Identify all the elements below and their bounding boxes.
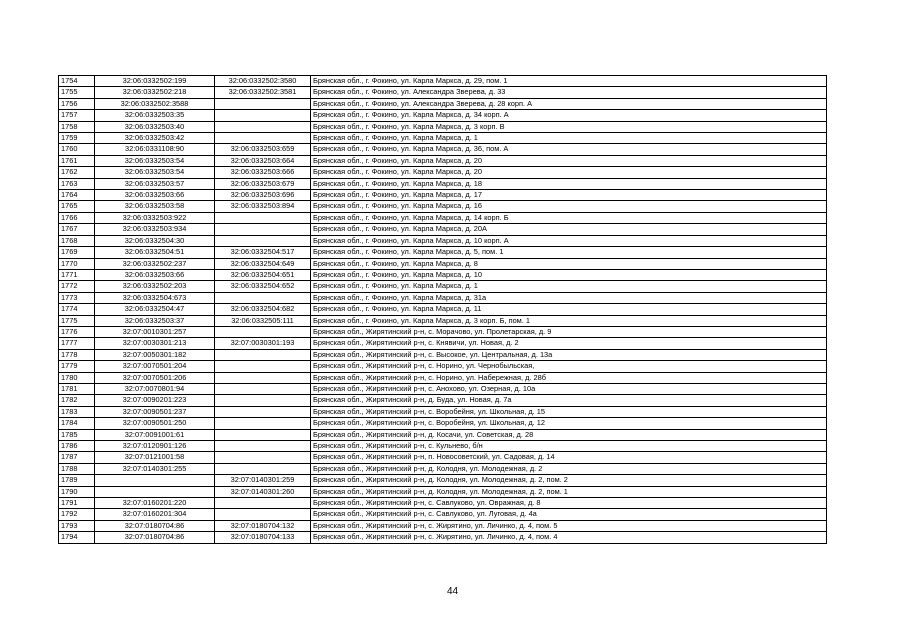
table-row — [59, 383, 827, 394]
object-cadastral-number-cell — [215, 441, 311, 452]
object-cadastral-number-cell — [215, 98, 311, 109]
table-row — [59, 144, 827, 155]
row-number-cell: 1769 — [59, 247, 95, 258]
address-cell: Брянская обл., г. Фокино, ул. Карла Маркса, д. 3 корп. Б, пом. 1 — [311, 315, 827, 326]
object-cadastral-number-cell: 32:07:0030301:193 — [215, 338, 311, 349]
address-cell: Брянская обл., Жирятинский р-н, с. Кульнево, б/н — [311, 441, 827, 452]
table-row — [59, 463, 827, 474]
row-number-cell: 1779 — [59, 361, 95, 372]
address-cell: Брянская обл., г. Фокино, ул. Карла Маркса, д. 34 корп. А — [311, 110, 827, 121]
cadastral-number-cell: 32:06:0332503:35 — [95, 110, 215, 121]
object-cadastral-number-cell: 32:07:0140301:259 — [215, 475, 311, 486]
row-number-cell: 1764 — [59, 190, 95, 201]
row-number-cell: 1774 — [59, 304, 95, 315]
cadastral-number-cell: 32:06:0332503:58 — [95, 201, 215, 212]
address-cell: Брянская обл., г. Фокино, ул. Карла Маркса, д. 14 корп. Б — [311, 212, 827, 223]
address-cell: Брянская обл., Жирятинский р-н, д. Колодня, ул. Молодежная, д. 2 — [311, 463, 827, 474]
table-row — [59, 372, 827, 383]
address-cell: Брянская обл., г. Фокино, ул. Карла Маркса, д. 8 — [311, 258, 827, 269]
object-cadastral-number-cell — [215, 429, 311, 440]
cadastral-number-cell: 32:07:0180704:86 — [95, 532, 215, 543]
table-row — [59, 486, 827, 497]
cadastral-number-cell: 32:06:0332503:922 — [95, 212, 215, 223]
row-number-cell: 1781 — [59, 383, 95, 394]
table-row — [59, 304, 827, 315]
address-cell: Брянская обл., г. Фокино, ул. Карла Маркса, д. 29, пом. 1 — [311, 76, 827, 87]
cadastral-number-cell: 32:07:0180704:86 — [95, 520, 215, 531]
address-cell: Брянская обл., г. Фокино, ул. Карла Маркса, д. 10 — [311, 269, 827, 280]
object-cadastral-number-cell — [215, 110, 311, 121]
table-row — [59, 247, 827, 258]
object-cadastral-number-cell: 32:06:0332503:666 — [215, 167, 311, 178]
object-cadastral-number-cell: 32:06:0332502:3580 — [215, 76, 311, 87]
table-row — [59, 133, 827, 144]
object-cadastral-number-cell: 32:06:0332505:111 — [215, 315, 311, 326]
row-number-cell: 1771 — [59, 269, 95, 280]
object-cadastral-number-cell: 32:06:0332503:659 — [215, 144, 311, 155]
address-cell: Брянская обл., г. Фокино, ул. Карла Маркса, д. 1 — [311, 133, 827, 144]
object-cadastral-number-cell: 32:07:0140301:260 — [215, 486, 311, 497]
address-cell: Брянская обл., Жирятинский р-н, с. Норино, ул. Чернобыльская, — [311, 361, 827, 372]
page-number: 44 — [446, 586, 459, 597]
cadastral-number-cell: 32:07:0160201:304 — [95, 509, 215, 520]
row-number-cell: 1784 — [59, 418, 95, 429]
address-cell: Брянская обл., г. Фокино, ул. Карла Маркса, д. 20 — [311, 167, 827, 178]
cadastral-number-cell: 32:06:0332503:54 — [95, 155, 215, 166]
object-cadastral-number-cell — [215, 372, 311, 383]
table-row — [59, 498, 827, 509]
object-cadastral-number-cell: 32:06:0332503:696 — [215, 190, 311, 201]
object-cadastral-number-cell — [215, 121, 311, 132]
object-cadastral-number-cell — [215, 463, 311, 474]
table-row — [59, 292, 827, 303]
address-cell: Брянская обл., Жирятинский р-н, д. Косачи, ул. Советская, д. 28 — [311, 429, 827, 440]
address-cell: Брянская обл., г. Фокино, ул. Александра Зверева, д. 33 — [311, 87, 827, 98]
address-cell: Брянская обл., Жирятинский р-н, с. Воробейня, ул. Школьная, д. 15 — [311, 406, 827, 417]
address-cell: Брянская обл., Жирятинский р-н, п. Новосоветский, ул. Садовая, д. 14 — [311, 452, 827, 463]
table-row — [59, 326, 827, 337]
address-cell: Брянская обл., г. Фокино, ул. Карла Маркса, д. 10 корп. А — [311, 235, 827, 246]
address-cell: Брянская обл., г. Фокино, ул. Карла Маркса, д. 11 — [311, 304, 827, 315]
table-row — [59, 406, 827, 417]
row-number-cell: 1789 — [59, 475, 95, 486]
object-cadastral-number-cell: 32:06:0332503:894 — [215, 201, 311, 212]
table-row — [59, 418, 827, 429]
row-number-cell: 1772 — [59, 281, 95, 292]
object-cadastral-number-cell — [215, 349, 311, 360]
object-cadastral-number-cell — [215, 509, 311, 520]
object-cadastral-number-cell: 32:06:0332503:664 — [215, 155, 311, 166]
table-row — [59, 155, 827, 166]
address-cell: Брянская обл., г. Фокино, ул. Карла Маркса, д. 3 корп. В — [311, 121, 827, 132]
object-cadastral-number-cell: 32:06:0332504:682 — [215, 304, 311, 315]
table-row — [59, 452, 827, 463]
row-number-cell: 1778 — [59, 349, 95, 360]
cadastral-number-cell — [95, 475, 215, 486]
cadastral-number-cell: 32:07:0070801:94 — [95, 383, 215, 394]
cadastral-number-cell: 32:06:0332503:66 — [95, 190, 215, 201]
address-cell: Брянская обл., г. Фокино, ул. Карла Маркса, д. 16 — [311, 201, 827, 212]
address-cell: Брянская обл., Жирятинский р-н, д. Буда, ул. Новая, д. 7а — [311, 395, 827, 406]
cadastral-number-cell: 32:07:0070501:206 — [95, 372, 215, 383]
cadastral-number-cell: 32:06:0332502:203 — [95, 281, 215, 292]
row-number-cell: 1762 — [59, 167, 95, 178]
row-number-cell: 1786 — [59, 441, 95, 452]
row-number-cell: 1787 — [59, 452, 95, 463]
row-number-cell: 1758 — [59, 121, 95, 132]
table-row — [59, 201, 827, 212]
object-cadastral-number-cell — [215, 292, 311, 303]
object-cadastral-number-cell — [215, 361, 311, 372]
object-cadastral-number-cell — [215, 395, 311, 406]
cadastral-number-cell: 32:07:0091001:61 — [95, 429, 215, 440]
registry-table — [58, 75, 827, 544]
address-cell: Брянская обл., Жирятинский р-н, с. Савлуково, ул. Луговая, д. 4а — [311, 509, 827, 520]
table-row — [59, 258, 827, 269]
object-cadastral-number-cell — [215, 498, 311, 509]
row-number-cell: 1777 — [59, 338, 95, 349]
cadastral-number-cell: 32:06:0332504:673 — [95, 292, 215, 303]
address-cell: Брянская обл., г. Фокино, ул. Карла Маркса, д. 20А — [311, 224, 827, 235]
address-cell: Брянская обл., Жирятинский р-н, с. Жирятино, ул. Личинко, д. 4, пом. 4 — [311, 532, 827, 543]
object-cadastral-number-cell — [215, 383, 311, 394]
object-cadastral-number-cell: 32:07:0180704:132 — [215, 520, 311, 531]
row-number-cell: 1788 — [59, 463, 95, 474]
address-cell: Брянская обл., Жирятинский р-н, с. Высокое, ул. Центральная, д. 13а — [311, 349, 827, 360]
table-row — [59, 87, 827, 98]
object-cadastral-number-cell: 32:07:0180704:133 — [215, 532, 311, 543]
table-row — [59, 235, 827, 246]
address-cell: Брянская обл., Жирятинский р-н, д. Колодня, ул. Молодежная, д. 2, пом. 2 — [311, 475, 827, 486]
address-cell: Брянская обл., Жирятинский р-н, с. Савлуково, ул. Овражная, д. 8 — [311, 498, 827, 509]
table-row — [59, 212, 827, 223]
cadastral-number-cell: 32:06:0332502:218 — [95, 87, 215, 98]
row-number-cell: 1791 — [59, 498, 95, 509]
cadastral-number-cell: 32:07:0090501:237 — [95, 406, 215, 417]
cadastral-number-cell: 32:06:0331108:90 — [95, 144, 215, 155]
cadastral-number-cell: 32:06:0332503:37 — [95, 315, 215, 326]
cadastral-number-cell: 32:07:0140301:255 — [95, 463, 215, 474]
table-row — [59, 269, 827, 280]
table-row — [59, 395, 827, 406]
row-number-cell: 1756 — [59, 98, 95, 109]
table-row — [59, 475, 827, 486]
object-cadastral-number-cell: 32:06:0332504:652 — [215, 281, 311, 292]
row-number-cell: 1766 — [59, 212, 95, 223]
cadastral-number-cell: 32:07:0121001:58 — [95, 452, 215, 463]
object-cadastral-number-cell — [215, 418, 311, 429]
row-number-cell: 1790 — [59, 486, 95, 497]
object-cadastral-number-cell — [215, 224, 311, 235]
row-number-cell: 1780 — [59, 372, 95, 383]
row-number-cell: 1760 — [59, 144, 95, 155]
row-number-cell: 1757 — [59, 110, 95, 121]
cadastral-number-cell: 32:06:0332503:934 — [95, 224, 215, 235]
cadastral-number-cell: 32:06:0332504:51 — [95, 247, 215, 258]
cadastral-number-cell: 32:07:0070501:204 — [95, 361, 215, 372]
address-cell: Брянская обл., Жирятинский р-н, д. Колодня, ул. Молодежная, д. 2, пом. 1 — [311, 486, 827, 497]
address-cell: Брянская обл., г. Фокино, ул. Карла Маркса, д. 18 — [311, 178, 827, 189]
object-cadastral-number-cell — [215, 326, 311, 337]
cadastral-number-cell: 32:07:0090501:250 — [95, 418, 215, 429]
table-row — [59, 190, 827, 201]
row-number-cell: 1759 — [59, 133, 95, 144]
row-number-cell: 1754 — [59, 76, 95, 87]
address-cell: Брянская обл., г. Фокино, ул. Карла Маркса, д. 17 — [311, 190, 827, 201]
row-number-cell: 1776 — [59, 326, 95, 337]
row-number-cell: 1770 — [59, 258, 95, 269]
object-cadastral-number-cell: 32:06:0332504:649 — [215, 258, 311, 269]
cadastral-number-cell: 32:06:0332504:47 — [95, 304, 215, 315]
address-cell: Брянская обл., г. Фокино, ул. Александра Зверева, д. 28 корп. А — [311, 98, 827, 109]
table-row — [59, 509, 827, 520]
row-number-cell: 1785 — [59, 429, 95, 440]
table-row — [59, 315, 827, 326]
cadastral-number-cell — [95, 486, 215, 497]
cadastral-number-cell: 32:06:0332503:42 — [95, 133, 215, 144]
address-cell: Брянская обл., Жирятинский р-н, с. Норино, ул. Набережная, д. 28б — [311, 372, 827, 383]
object-cadastral-number-cell — [215, 212, 311, 223]
table-row — [59, 281, 827, 292]
row-number-cell: 1793 — [59, 520, 95, 531]
cadastral-number-cell: 32:06:0332504:30 — [95, 235, 215, 246]
cadastral-number-cell: 32:06:0332503:66 — [95, 269, 215, 280]
table-row — [59, 520, 827, 531]
table-row — [59, 532, 827, 543]
cadastral-number-cell: 32:07:0160201:220 — [95, 498, 215, 509]
object-cadastral-number-cell — [215, 452, 311, 463]
cadastral-number-cell: 32:07:0120901:126 — [95, 441, 215, 452]
table-row — [59, 224, 827, 235]
object-cadastral-number-cell — [215, 235, 311, 246]
row-number-cell: 1755 — [59, 87, 95, 98]
address-cell: Брянская обл., г. Фокино, ул. Карла Маркса, д. 5, пом. 1 — [311, 247, 827, 258]
object-cadastral-number-cell: 32:06:0332504:651 — [215, 269, 311, 280]
row-number-cell: 1775 — [59, 315, 95, 326]
row-number-cell: 1783 — [59, 406, 95, 417]
table-row — [59, 76, 827, 87]
cadastral-number-cell: 32:06:0332503:40 — [95, 121, 215, 132]
table-row — [59, 110, 827, 121]
object-cadastral-number-cell: 32:06:0332504:517 — [215, 247, 311, 258]
address-cell: Брянская обл., г. Фокино, ул. Карла Маркса, д. 20 — [311, 155, 827, 166]
table-row — [59, 98, 827, 109]
table-row — [59, 338, 827, 349]
address-cell: Брянская обл., Жирятинский р-н, с. Анохово, ул. Озерная, д. 10а — [311, 383, 827, 394]
row-number-cell: 1768 — [59, 235, 95, 246]
address-cell: Брянская обл., г. Фокино, ул. Карла Маркса, д. 36, пом. А — [311, 144, 827, 155]
row-number-cell: 1773 — [59, 292, 95, 303]
cadastral-number-cell: 32:07:0050301:182 — [95, 349, 215, 360]
table-row — [59, 178, 827, 189]
object-cadastral-number-cell — [215, 133, 311, 144]
row-number-cell: 1794 — [59, 532, 95, 543]
cadastral-number-cell: 32:06:0332503:57 — [95, 178, 215, 189]
row-number-cell: 1763 — [59, 178, 95, 189]
table-row — [59, 361, 827, 372]
table-row — [59, 349, 827, 360]
object-cadastral-number-cell: 32:06:0332503:679 — [215, 178, 311, 189]
address-cell: Брянская обл., Жирятинский р-н, с. Морачово, ул. Пролетарская, д. 9 — [311, 326, 827, 337]
row-number-cell: 1792 — [59, 509, 95, 520]
cadastral-number-cell: 32:07:0010301:257 — [95, 326, 215, 337]
registry-table-body — [59, 76, 827, 544]
row-number-cell: 1765 — [59, 201, 95, 212]
table-row — [59, 441, 827, 452]
row-number-cell: 1761 — [59, 155, 95, 166]
address-cell: Брянская обл., Жирятинский р-н, с. Жирятино, ул. Личинко, д. 4, пом. 5 — [311, 520, 827, 531]
address-cell: Брянская обл., г. Фокино, ул. Карла Маркса, д. 31а — [311, 292, 827, 303]
address-cell: Брянская обл., Жирятинский р-н, с. Воробейня, ул. Школьная, д. 12 — [311, 418, 827, 429]
table-row — [59, 429, 827, 440]
cadastral-number-cell: 32:07:0030301:213 — [95, 338, 215, 349]
cadastral-number-cell: 32:06:0332503:54 — [95, 167, 215, 178]
row-number-cell: 1767 — [59, 224, 95, 235]
object-cadastral-number-cell: 32:06:0332502:3581 — [215, 87, 311, 98]
object-cadastral-number-cell — [215, 406, 311, 417]
cadastral-number-cell: 32:06:0332502:237 — [95, 258, 215, 269]
table-row — [59, 167, 827, 178]
table-row — [59, 121, 827, 132]
cadastral-number-cell: 32:06:0332502:3588 — [95, 98, 215, 109]
cadastral-number-cell: 32:07:0090201:223 — [95, 395, 215, 406]
address-cell: Брянская обл., г. Фокино, ул. Карла Маркса, д. 1 — [311, 281, 827, 292]
address-cell: Брянская обл., Жирятинский р-н, с. Княвичи, ул. Новая, д. 2 — [311, 338, 827, 349]
cadastral-number-cell: 32:06:0332502:199 — [95, 76, 215, 87]
row-number-cell: 1782 — [59, 395, 95, 406]
